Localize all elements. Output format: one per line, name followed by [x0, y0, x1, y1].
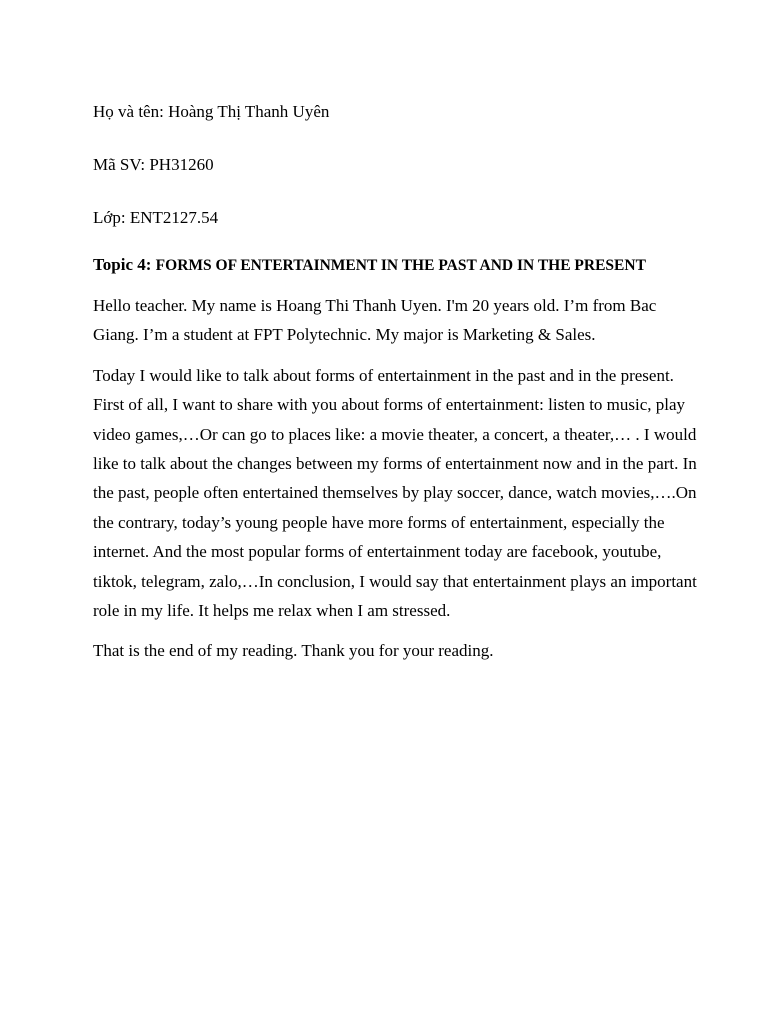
paragraph-closing: That is the end of my reading. Thank you for your reading. — [93, 641, 494, 661]
class-line: Lớp: ENT2127.54 — [93, 208, 219, 227]
student-id-line: Mã SV: PH31260 — [93, 155, 214, 174]
document-content — [93, 101, 698, 677]
topic-title: FORMS OF ENTERTAINMENT IN THE PAST AND IN THE PRESENT — [155, 257, 646, 274]
topic-heading — [93, 250, 698, 280]
topic-label: Topic 4: — [93, 255, 156, 274]
student-name-line: Họ và tên: Hoàng Thị Thanh Uyên — [93, 102, 330, 121]
paragraph-introduction: Hello teacher. My name is Hoang Thi Thanh Uyen. I'm 20 years old. I’m from Bac Giang. I’m a student at FPT Polytechnic. My major is Marketing & Sales. — [93, 296, 657, 345]
paragraph-main: Today I would like to talk about forms of entertainment in the past and in the present. First of all, I want to share with you about forms of entertainment: listen to music, play video games,…Or can go to places like: a movie theater, a concert, a theater,… . I would like to talk about the changes between my forms of entertainment now and in the part. In the past, people often entertained themselves by play soccer, dance, watch movies,….On the contrary, today’s young people have more forms of entertainment, especially the internet. And the most popular forms of entertainment today are facebook, youtube, tiktok, telegram, zalo,…In conclusion, I would say that entertainment plays an important role in my life. It helps me relax when I am stressed. — [93, 365, 697, 621]
